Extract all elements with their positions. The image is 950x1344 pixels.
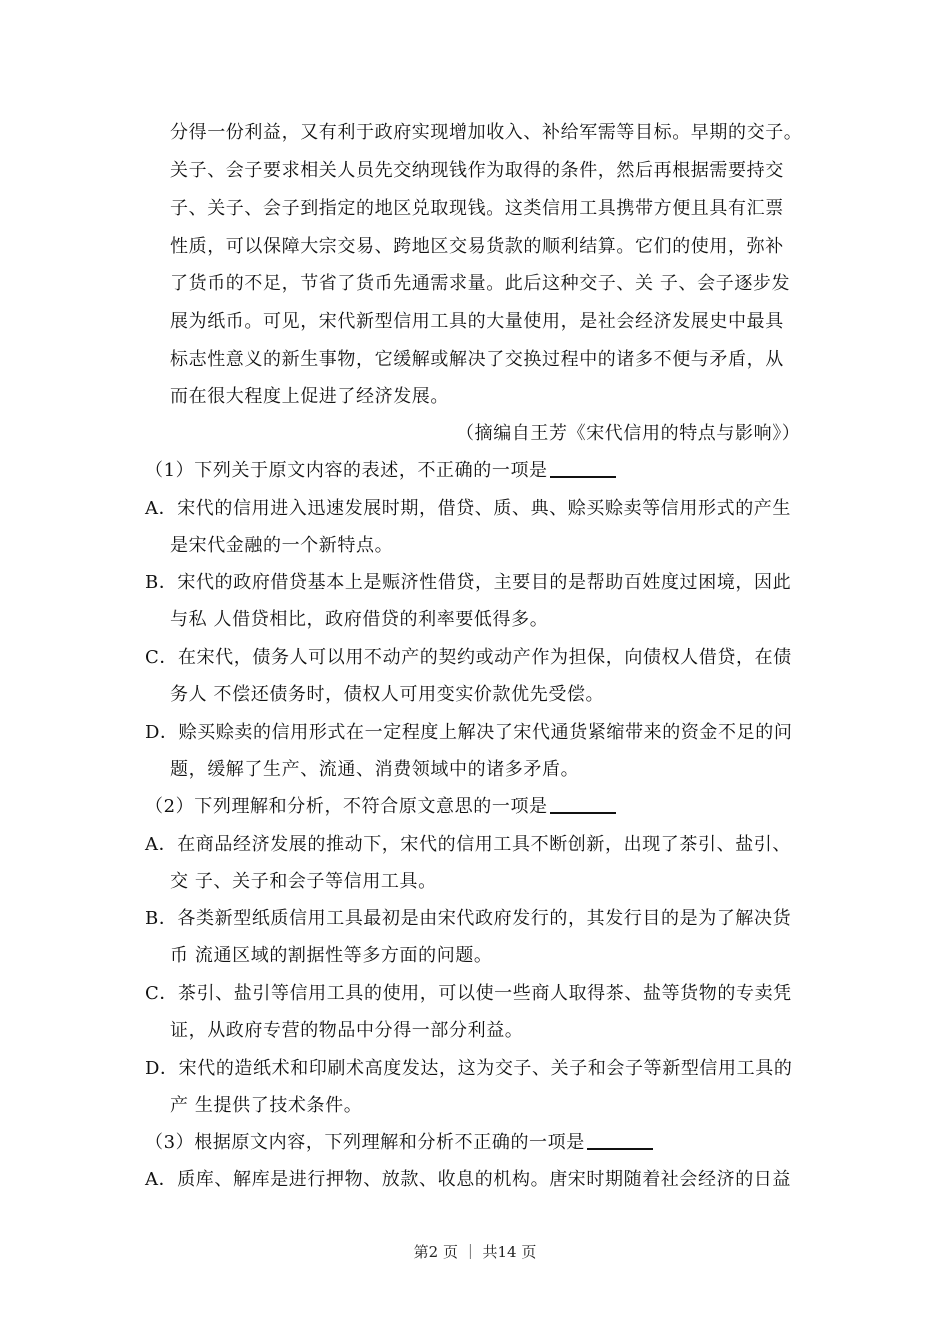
answer-blank [550,475,616,478]
passage-line: 关子、会子要求相关人员先交纳现钱作为取得的条件，然后再根据需要持交 [170,160,784,181]
option-b-line-2: 币 流通区域的割据性等多方面的问题。 [170,945,493,966]
option-d-line-2: 产 生提供了技术条件。 [170,1095,363,1116]
option-d-line-2: 题，缓解了生产、流通、消费领域中的诸多矛盾。 [170,759,580,780]
option-d-line-1: D．宋代的造纸术和印刷术高度发达，这为交子、关子和会子等新型信用工具的 [145,1058,793,1079]
passage-line: 标志性意义的新生事物，它缓解或解决了交换过程中的诸多不便与矛盾，从 [170,349,784,370]
option-d-line-1: D．赊买赊卖的信用形式在一定程度上解决了宋代通货紧缩带来的资金不足的问 [145,722,793,743]
answer-blank [587,1147,653,1150]
option-b-line-1: B．各类新型纸质信用工具最初是由宋代政府发行的，其发行目的是为了解决货 [145,908,792,929]
passage-line: 性质，可以保障大宗交易、跨地区交易货款的顺利结算。它们的使用，弥补 [170,236,784,257]
option-c-line-1: C．茶引、盐引等信用工具的使用，可以使一些商人取得茶、盐等货物的专卖凭 [145,983,792,1004]
option-a-line-2: 是宋代金融的一个新特点。 [170,535,394,556]
option-a-line-1: A．在商品经济发展的推动下，宋代的信用工具不断创新，出现了茶引、盐引、 [145,834,791,855]
option-b-line-1: B．宋代的政府借贷基本上是赈济性借贷，主要目的是帮助百姓度过困境，因此 [145,572,792,593]
option-a-line-1: A．宋代的信用进入迅速发展时期，借贷、质、典、赊买赊卖等信用形式的产生 [145,498,791,519]
question-stem-3: （3）根据原文内容，下列理解和分析不正确的一项是 [145,1131,653,1155]
passage-line: 了货币的不足，节省了货币先通需求量。此后这种交子、关 子、会子逐步发 [170,273,791,294]
option-a-line-2: 交 子、关子和会子等信用工具。 [170,871,437,892]
question-stem-2: （2）下列理解和分析，不符合原文意思的一项是 [145,795,616,819]
option-b-line-2: 与私 人借贷相比，政府借贷的利率要低得多。 [170,609,549,630]
page-footer: 第2 页 ｜ 共14 页 [413,1243,537,1261]
option-c-line-2: 证，从政府专营的物品中分得一部分利益。 [170,1020,524,1041]
passage-line: 分得一份利益，又有利于政府实现增加收入、补给军需等目标。早期的交子。 [170,122,803,143]
passage-line: 子、关子、会子到指定的地区兑取现钱。这类信用工具携带方便且具有汇票 [170,198,784,219]
option-c-line-2: 务人 不偿还债务时，债权人可用变实价款优先受偿。 [170,684,605,705]
answer-blank [550,811,616,814]
question-stem-1: （1）下列关于原文内容的表述，不正确的一项是 [145,459,616,483]
option-c-line-1: C．在宋代，债务人可以用不动产的契约或动产作为担保，向债权人借贷，在债 [145,647,792,668]
source-citation: （摘编自王芳《宋代信用的特点与影响》） [456,423,801,444]
passage-line: 而在很大程度上促进了经济发展。 [170,386,449,407]
option-a-line-1: A．质库、解库是进行押物、放款、收息的机构。唐宋时期随着社会经济的日益 [145,1169,791,1190]
passage-line: 展为纸币。可见，宋代新型信用工具的大量使用，是社会经济发展史中最具 [170,311,784,332]
